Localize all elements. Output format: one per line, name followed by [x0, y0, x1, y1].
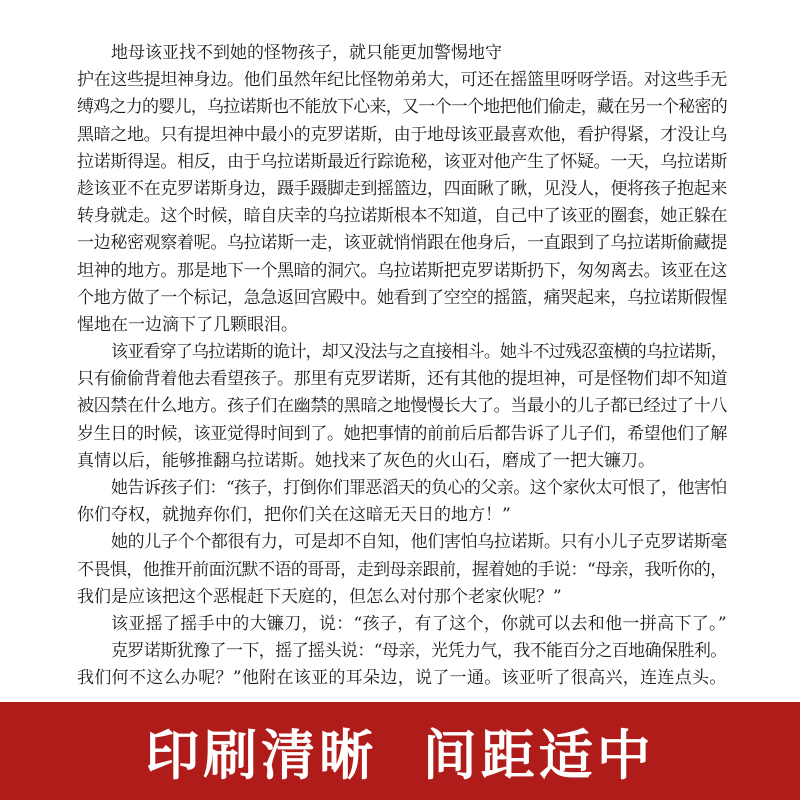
text-line: 个地方做了一个标记，急急返回宫殿中。她看到了空空的摇篮，痛哭起来，乌拉诺斯假惺	[77, 287, 727, 308]
text-line: 一边秘密观察着呢。乌拉诺斯一走，该亚就悄悄跟在他身后，一直跟到了乌拉诺斯偷藏提	[77, 233, 727, 254]
text-line: 被囚禁在什么地方。孩子们在幽禁的黑暗之地慢慢长大了。当最小的儿子都已经过了十八	[77, 396, 727, 417]
text-line: 我们何不这么办呢？”他附在该亚的耳朵边，说了一通。该亚听了很高兴，连连点头。	[77, 668, 727, 689]
text-line: 拉诺斯得逞。相反，由于乌拉诺斯最近行踪诡秘，该亚对他产生了怀疑。一天，乌拉诺斯	[77, 151, 727, 172]
text-line: 你们夺权，就抛弃你们，把你们关在这暗无天日的地方！”	[77, 505, 511, 526]
promo-banner	[0, 702, 800, 800]
text-line: 缚鸡之力的婴儿，乌拉诺斯也不能放下心来，又一个一个地把他们偷走，藏在另一个秘密的	[77, 97, 727, 118]
text-line: 惺地在一边滴下了几颗眼泪。	[77, 314, 298, 335]
text-line: 护在这些提坦神身边。他们虽然年纪比怪物弟弟大，可还在摇篮里呀呀学语。对这些手无	[77, 70, 727, 91]
text-line: 只有偷偷背着他去看望孩子。那里有克罗诺斯，还有其他的提坦神，可是怪物们却不知道	[77, 369, 727, 390]
book-text-body	[77, 40, 727, 693]
text-line: 不畏惧，他推开前面沉默不语的哥哥，走到母亲跟前，握着她的手说：“母亲，我听你的，	[77, 559, 727, 580]
text-line: 真情以后，能够推翻乌拉诺斯。她找来了灰色的火山石，磨成了一把大镰刀。	[77, 450, 655, 471]
text-line: 该亚摇了摇手中的大镰刀，说：“孩子，有了这个，你就可以去和他一拼高下了。”	[111, 613, 727, 634]
text-line: 黑暗之地。只有提坦神中最小的克罗诺斯，由于地母该亚最喜欢他，看护得紧，才没让乌	[77, 124, 727, 145]
text-line: 克罗诺斯犹豫了一下，摇了摇头说：“母亲，光凭力气，我不能百分之百地确保胜利。	[111, 641, 727, 662]
text-line: 该亚看穿了乌拉诺斯的诡计，却又没法与之直接相斗。她斗不过残忍蛮横的乌拉诺斯，	[111, 342, 727, 363]
text-line: 地母该亚找不到她的怪物孩子，就只能更加警惕地守	[111, 43, 502, 63]
text-line: 岁生日的时候，该亚觉得时间到了。她把事情的前前后后都告诉了儿子们，希望他们了解	[77, 423, 727, 444]
text-line: 她的儿子个个都很有力，可是却不自知，他们害怕乌拉诺斯。只有小儿子克罗诺斯毫	[111, 532, 727, 553]
text-line: 我们是应该把这个恶棍赶下天庭的，但怎么对付那个老家伙呢？”	[77, 586, 562, 607]
promo-banner-text: 印刷清晰 间距适中	[145, 723, 655, 787]
text-line: 她告诉孩子们：“孩子，打倒你们罪恶滔天的负心的父亲。这个家伙太可恨了，他害怕	[111, 478, 727, 498]
text-line: 趁该亚不在克罗诺斯身边，蹑手蹑脚走到摇篮边，四面瞅了瞅，见没人，便将孩子抱起来	[77, 178, 727, 199]
text-line: 坦神的地方。那是地下一个黑暗的洞穴。乌拉诺斯把克罗诺斯扔下，匆匆离去。该亚在这	[77, 260, 727, 281]
text-line: 转身就走。这个时候，暗自庆幸的乌拉诺斯根本不知道，自己中了该亚的圈套，她正躲在	[77, 206, 727, 227]
